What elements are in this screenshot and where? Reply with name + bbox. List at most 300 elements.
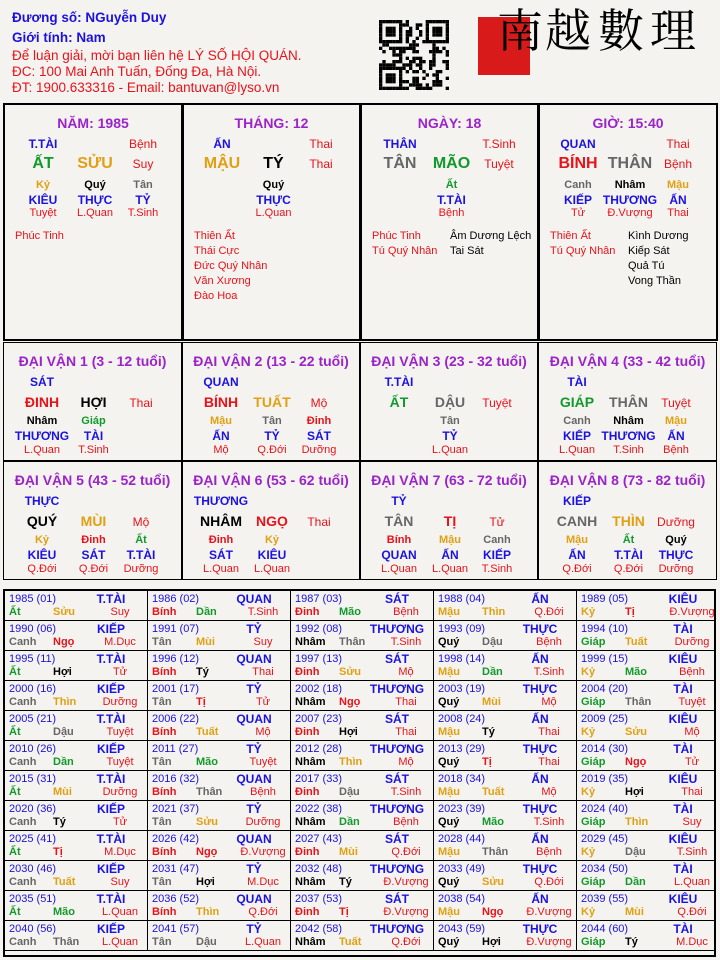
hidden-stem: Ất [135, 534, 147, 546]
year-stem: Canh [9, 936, 37, 948]
year-cell [148, 921, 291, 951]
year-branch: Tuất [482, 786, 505, 798]
dai-van-stem: TÂN [384, 513, 414, 529]
year-cell [5, 681, 148, 711]
year-stem: Nhâm [295, 936, 326, 948]
year-branch: Tị [482, 756, 492, 768]
year-phase: Bệnh [536, 636, 562, 648]
year-phase: Dưỡng [245, 816, 281, 828]
year-branch: Mão [196, 756, 218, 768]
year-label: 2025 (41) [9, 833, 57, 845]
hidden-star: THỰC [256, 193, 291, 207]
name-line: Đương số: NGuyễn Duy [12, 10, 167, 25]
pillar-note: Đào Hoa [194, 290, 238, 302]
year-stem: Tân [152, 876, 172, 888]
dai-van-box [360, 342, 538, 461]
year-cell [577, 681, 716, 711]
header [0, 0, 720, 100]
dai-van-branch: THÂN [609, 394, 648, 410]
dai-van-stem: NHÂM [200, 513, 242, 529]
year-phase: Dưỡng [674, 636, 710, 648]
year-branch: Dần [339, 816, 360, 828]
hidden-star: SÁT [209, 548, 233, 562]
dai-van-box [538, 461, 717, 580]
year-star: TỶ [246, 622, 262, 636]
year-stem: Bính [152, 666, 177, 678]
year-stem: Mậu [438, 726, 460, 738]
year-star: TÀI [673, 742, 693, 756]
year-cell [148, 711, 291, 741]
year-branch: Dậu [196, 936, 217, 948]
hidden-star: KIÊU [28, 193, 58, 207]
pillar-stem-star: QUAN [560, 137, 596, 151]
year-label: 1993 (09) [438, 623, 486, 635]
year-branch: Sửu [196, 816, 219, 828]
year-label: 2038 (54) [438, 893, 486, 905]
year-cell [577, 831, 716, 861]
year-branch: Mùi [339, 846, 358, 858]
year-star: T.TÀI [96, 832, 126, 846]
year-branch: Tý [482, 726, 495, 738]
year-star: ẤN [531, 652, 549, 666]
year-phase: Suy [110, 606, 130, 618]
dai-van-stem: CANH [556, 513, 598, 529]
year-star: SÁT [385, 772, 409, 786]
year-label: 2027 (43) [295, 833, 343, 845]
year-branch: Thìn [53, 696, 77, 708]
year-star: ẤN [531, 712, 549, 726]
year-stem: Đinh [295, 606, 320, 618]
hidden-stem: Quý [262, 179, 285, 191]
dai-van-box [3, 461, 182, 580]
year-branch: Thìn [196, 906, 220, 918]
year-cell [148, 801, 291, 831]
year-phase: Q.Đới [391, 846, 421, 858]
year-cell [5, 621, 148, 651]
year-star: SÁT [385, 832, 409, 846]
year-phase: Tử [255, 696, 271, 708]
year-label: 2020 (36) [9, 803, 57, 815]
pillar-branch-phase: Thai [666, 137, 690, 151]
year-label: 2006 (22) [152, 713, 200, 725]
year-cell [291, 591, 434, 621]
year-stem: Bính [152, 906, 177, 918]
year-stem: Giáp [581, 636, 606, 648]
year-phase: Tử [112, 666, 128, 678]
year-phase: Đ.Vượng [526, 906, 572, 918]
hidden-star: T.TÀI [614, 548, 643, 562]
year-branch: Dần [53, 756, 74, 768]
year-star: THƯƠNG [369, 622, 425, 636]
year-branch: Mùi [196, 636, 215, 648]
year-star: KIÊU [668, 712, 698, 726]
year-phase: Bệnh [536, 846, 562, 858]
year-stem: Ất [9, 846, 21, 858]
year-star: T.TÀI [96, 892, 126, 906]
year-stem: Giáp [581, 876, 606, 888]
year-star: T.TÀI [96, 772, 126, 786]
hidden-star: SÁT [307, 429, 331, 443]
year-stem: Kỷ [581, 606, 596, 618]
dai-van-box [538, 342, 717, 461]
logo-char-4: 理 [650, 4, 696, 58]
year-phase: Thai [252, 666, 274, 678]
year-label: 2003 (19) [438, 683, 486, 695]
dai-van-stem: QUÝ [26, 513, 58, 529]
hidden-phase: L.Quan [431, 563, 469, 575]
year-star: QUAN [236, 892, 272, 906]
hidden-star: TỶ [264, 429, 280, 443]
year-stem: Ất [9, 906, 21, 918]
year-label: 2011 (27) [152, 743, 199, 755]
year-branch: Dần [482, 666, 503, 678]
year-stem: Bính [152, 726, 177, 738]
hidden-stem: Mậu [566, 534, 588, 546]
pillar-title: NĂM: 1985 [57, 115, 129, 131]
hidden-stem: Nhâm [26, 415, 58, 427]
year-branch: Dậu [53, 726, 74, 738]
contact-line-1: Để luận giải, mời bạn liên hệ LÝ SỐ HỘI QUÁN. [12, 48, 302, 63]
year-branch: Dậu [625, 846, 646, 858]
pillar-note: Tai Sát [450, 245, 484, 257]
year-stem: Kỷ [581, 786, 596, 798]
year-branch: Sửu [482, 876, 505, 888]
year-phase: Tuyệt [249, 756, 277, 768]
dai-van-box [182, 461, 360, 580]
year-stem: Kỷ [581, 666, 596, 678]
pillar-note: Âm Dương Lệch [450, 230, 532, 242]
year-label: 2005 (21) [9, 713, 57, 725]
year-stem: Tân [152, 936, 172, 948]
dai-van-phase: Mộ [310, 396, 328, 410]
year-stem: Đinh [295, 666, 320, 678]
year-label: 2013 (29) [438, 743, 486, 755]
hidden-star: KIÊU [27, 548, 57, 562]
year-phase: Tử [112, 816, 128, 828]
pillar-note: Thiên Ất [550, 230, 591, 242]
year-cell [434, 711, 577, 741]
year-cell [577, 891, 716, 921]
logo-char-2: 越 [545, 4, 591, 58]
year-branch: Mão [339, 606, 361, 618]
pillar-stem-star: THÂN [383, 137, 417, 151]
year-cell [291, 801, 434, 831]
year-branch: Hợi [53, 666, 72, 678]
pillar-stem: MẬU [203, 155, 241, 172]
year-branch: Ngọ [482, 906, 504, 918]
year-star: THƯƠNG [369, 922, 425, 936]
year-stem: Mậu [438, 846, 460, 858]
year-branch: Ngọ [53, 636, 75, 648]
year-cell [148, 741, 291, 771]
year-stem: Đinh [295, 786, 320, 798]
year-cell [5, 741, 148, 771]
pillar-title: GIỜ: 15:40 [592, 115, 664, 131]
year-label: 1991 (07) [152, 623, 200, 635]
year-phase: Mộ [684, 726, 700, 738]
year-label: 2026 (42) [152, 833, 200, 845]
year-label: 2034 (50) [581, 863, 629, 875]
dai-van-star: T.TÀI [384, 375, 414, 389]
year-phase: Đ.Vượng [669, 606, 715, 618]
year-cell [5, 831, 148, 861]
year-star: THỰC [522, 802, 558, 816]
year-phase: Thai [538, 726, 560, 738]
year-stem: Canh [9, 876, 37, 888]
year-stem: Canh [9, 696, 37, 708]
dai-van-star: THƯƠNG [193, 494, 249, 508]
year-cell [148, 651, 291, 681]
year-label: 2029 (45) [581, 833, 629, 845]
year-label: 2037 (53) [295, 893, 343, 905]
year-cell [291, 621, 434, 651]
year-branch: Tuất [53, 876, 76, 888]
hidden-star: THƯƠNG [602, 193, 658, 207]
hidden-star: THỰC [658, 548, 694, 562]
year-stem: Ất [9, 606, 21, 618]
year-stem: Giáp [581, 756, 606, 768]
pillar-stem-star: T.TÀI [28, 137, 58, 151]
hidden-star: THƯƠNG [601, 429, 656, 443]
hidden-phase: T.Sinh [481, 563, 513, 575]
year-star: TỶ [246, 742, 262, 756]
dai-van-stem: BÍNH [203, 394, 239, 410]
year-phase: Bệnh [250, 786, 276, 798]
hidden-star: KIẾP [562, 429, 591, 443]
hidden-phase: Bệnh [438, 207, 465, 219]
year-star: ẤN [531, 772, 549, 786]
hidden-star: SÁT [81, 548, 106, 562]
year-stem: Đinh [295, 846, 320, 858]
year-star: TÀI [673, 802, 693, 816]
year-star: SÁT [385, 712, 409, 726]
pillar-title: NGÀY: 18 [417, 115, 482, 131]
dai-van-star: QUAN [203, 375, 239, 389]
year-label: 2035 (51) [9, 893, 57, 905]
dai-van-stem: ẤT [389, 394, 409, 410]
hidden-stem: Ất [622, 534, 635, 546]
pillar-note: Kình Dương [628, 230, 689, 242]
year-branch: Thân [625, 696, 652, 708]
year-star: ẤN [531, 832, 549, 846]
year-star: KIẾP [96, 862, 125, 876]
year-phase: Bệnh [393, 816, 419, 828]
pillar-branch-phase: Bệnh [128, 137, 158, 151]
pillar-note: Thiên Ất [194, 230, 235, 242]
pillar-nayin: Suy [132, 157, 154, 171]
year-star: KIẾP [96, 622, 125, 636]
year-star: QUAN [236, 652, 272, 666]
year-cell [291, 861, 434, 891]
year-branch: Thìn [339, 756, 363, 768]
year-stem: Đinh [295, 906, 320, 918]
year-label: 2032 (48) [295, 863, 343, 875]
year-phase: Thai [395, 696, 417, 708]
hidden-stem: Canh [563, 415, 591, 427]
dai-van-star: THỰC [24, 494, 60, 508]
year-label: 1986 (02) [152, 593, 200, 605]
year-star: KIẾP [96, 682, 125, 696]
year-label: 2039 (55) [581, 893, 629, 905]
year-phase: M.Dục [104, 846, 136, 858]
hidden-star: THỰC [77, 193, 113, 207]
year-phase: T.Sinh [390, 636, 422, 648]
hidden-star: ẤN [212, 429, 230, 443]
year-branch: Sửu [625, 726, 648, 738]
dai-van-title: ĐẠI VẬN 1 (3 - 12 tuổi) [18, 353, 167, 369]
year-stem: Ất [9, 786, 21, 798]
dai-van-phase: Mộ [132, 515, 150, 529]
hidden-stem: Tân [262, 415, 282, 427]
dai-van-box [3, 342, 182, 461]
year-cell [577, 621, 716, 651]
year-stem: Quý [438, 876, 460, 888]
year-cell [291, 831, 434, 861]
year-branch: Mão [53, 906, 75, 918]
year-stem: Nhâm [295, 816, 326, 828]
hidden-star: ẤN [568, 548, 586, 562]
year-cell [577, 591, 716, 621]
year-cell [291, 681, 434, 711]
year-phase: Q.Đới [248, 906, 278, 918]
hidden-star: ẤN [667, 429, 685, 443]
year-stem: Ất [9, 666, 21, 678]
year-phase: Suy [253, 636, 273, 648]
year-stem: Tân [152, 636, 172, 648]
year-star: THƯƠNG [369, 682, 425, 696]
year-star: QUAN [236, 832, 272, 846]
year-stem: Quý [438, 696, 460, 708]
year-stem: Mậu [438, 666, 460, 678]
year-label: 2008 (24) [438, 713, 486, 725]
year-star: KIÊU [668, 892, 698, 906]
year-phase: Mộ [541, 786, 557, 798]
dai-van-title: ĐẠI VẬN 6 (53 - 62 tuổi) [193, 472, 349, 488]
year-label: 1997 (13) [295, 653, 343, 665]
pillar-note: Văn Xương [194, 275, 251, 287]
hidden-phase: Q.Đới [27, 563, 57, 575]
logo-char-3: 數 [598, 4, 644, 58]
dai-van-title: ĐẠI VẬN 7 (63 - 72 tuổi) [371, 472, 527, 488]
hidden-stem: Canh [483, 534, 511, 546]
hidden-stem: Mậu [210, 415, 232, 427]
year-branch: Thân [339, 636, 366, 648]
year-phase: T.Sinh [676, 846, 708, 858]
year-label: 2042 (58) [295, 923, 343, 935]
hidden-star: QUAN [381, 548, 417, 562]
year-stem: Bính [152, 606, 177, 618]
year-phase: Đ.Vượng [383, 906, 429, 918]
year-cell [148, 591, 291, 621]
pillar-branch-phase: T.Sinh [482, 137, 516, 151]
year-phase: Đ.Vượng [383, 876, 429, 888]
hidden-star: ẤN [441, 548, 459, 562]
hidden-stem: Ất [445, 179, 458, 191]
dai-van-branch: MÙI [80, 513, 107, 529]
year-label: 2030 (46) [9, 863, 57, 875]
contact-line-3: ĐT: 1900.633316 - Email: bantuvan@lyso.vn [12, 80, 280, 95]
hidden-phase: Mộ [213, 444, 229, 456]
dai-van-phase: Tuyệt [661, 396, 691, 410]
year-cell [148, 771, 291, 801]
year-cell [5, 651, 148, 681]
year-label: 2015 (31) [9, 773, 57, 785]
hidden-star: THƯƠNG [14, 429, 70, 443]
pillar-box [182, 103, 361, 341]
hidden-phase: Q.Đới [78, 563, 109, 575]
year-star: KIẾP [96, 802, 125, 816]
year-star: QUAN [236, 772, 272, 786]
dai-van-phase: Dưỡng [657, 515, 695, 529]
year-phase: M.Dục [104, 636, 136, 648]
dai-van-branch: DẬU [434, 394, 466, 410]
year-star: THỰC [522, 622, 558, 636]
year-label: 2023 (39) [438, 803, 486, 815]
year-cell [577, 861, 716, 891]
year-branch: Mùi [625, 906, 644, 918]
year-phase: T.Sinh [390, 786, 422, 798]
pillar-nayin: Thai [309, 157, 333, 171]
pillar-note: Vong Thần [628, 275, 682, 287]
pillar-stem: BÍNH [558, 155, 598, 172]
pillar-branch: MÃO [432, 155, 471, 172]
hidden-phase: L.Quan [558, 444, 596, 456]
hidden-stem: Đinh [81, 534, 106, 546]
hidden-stem: Canh [564, 179, 592, 191]
year-star: KIẾP [96, 922, 125, 936]
dai-van-branch: THÌN [612, 513, 645, 529]
dai-van-phase: Tử [489, 515, 505, 529]
dai-van-stem: GIÁP [559, 394, 595, 410]
year-branch: Mùi [53, 786, 72, 798]
year-label: 2022 (38) [295, 803, 343, 815]
year-cell [5, 801, 148, 831]
year-label: 2014 (30) [581, 743, 629, 755]
year-star: T.TÀI [96, 592, 126, 606]
pillar-note: Đức Quý Nhân [194, 260, 268, 272]
qr-code [379, 20, 449, 90]
year-cell [5, 891, 148, 921]
year-branch: Mão [625, 666, 647, 678]
year-cell [434, 771, 577, 801]
year-cell [291, 711, 434, 741]
year-branch: Tý [339, 876, 352, 888]
year-label: 1995 (11) [9, 653, 56, 665]
year-star: KIÊU [668, 652, 698, 666]
year-phase: L.Quan [101, 906, 139, 918]
year-cell [577, 711, 716, 741]
year-stem: Nhâm [295, 636, 326, 648]
year-star: THƯƠNG [369, 742, 425, 756]
year-phase: M.Dục [247, 876, 279, 888]
hidden-phase: T.Sinh [78, 444, 109, 456]
dai-van-branch: HỢI [80, 394, 107, 410]
year-star: THỰC [522, 922, 558, 936]
year-branch: Tị [625, 606, 635, 618]
year-star: T.TÀI [96, 712, 126, 726]
year-star: TỶ [246, 862, 262, 876]
year-label: 1990 (06) [9, 623, 57, 635]
year-stem: Canh [9, 756, 37, 768]
year-stem: Quý [438, 816, 460, 828]
hidden-star: KIẾP [563, 193, 592, 207]
year-cell [291, 771, 434, 801]
year-stem: Kỷ [581, 906, 596, 918]
hidden-phase: Tử [570, 207, 586, 219]
year-phase: Q.Đới [391, 936, 421, 948]
hidden-phase: T.Sinh [613, 444, 644, 456]
year-phase: Tuyệt [678, 696, 706, 708]
